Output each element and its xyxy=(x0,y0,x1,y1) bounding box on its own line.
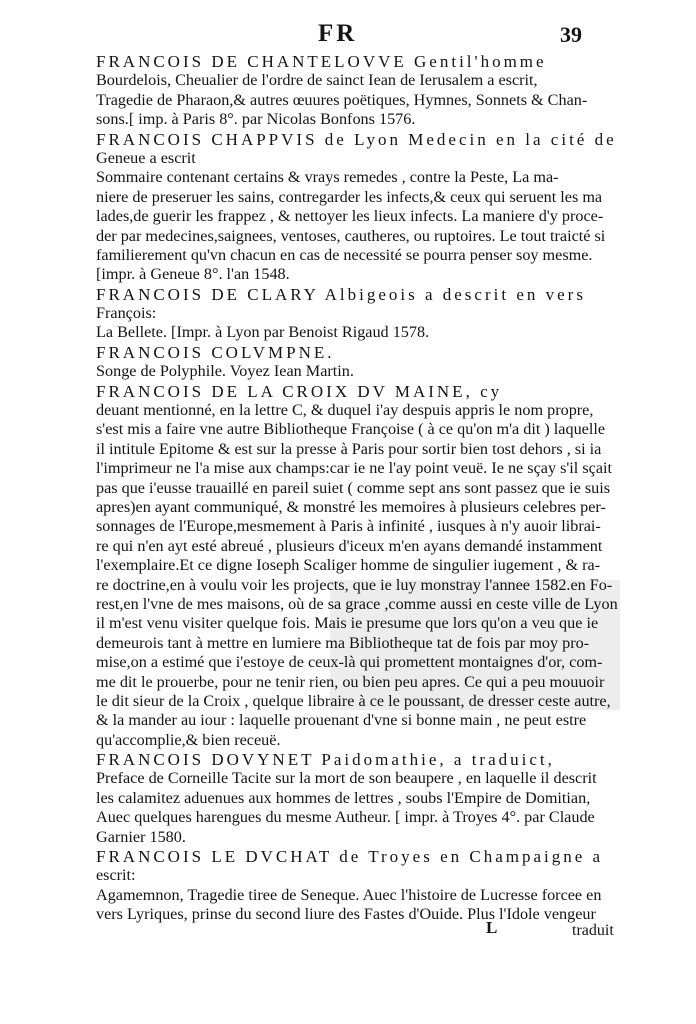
text-line: sonnages de l'Europe,mesmement à Paris à infinité , iusques à n'y auoir librai- xyxy=(96,517,601,536)
catchword: traduit xyxy=(572,922,614,939)
text-line: Preface de Corneille Tacite sur la mort de son beaupere , en laquelle il descrit xyxy=(96,769,597,788)
entry-heading: FRANCOIS DE LA CROIX DV MAINE, cy xyxy=(96,381,503,401)
ink-smudge xyxy=(330,580,620,710)
text-line: [impr. à Geneue 8°. l'an 1548. xyxy=(96,265,290,284)
text-line: l'exemplaire.Et ce digne Ioseph Scaliger homme de singulier iugement , & ra- xyxy=(96,556,601,575)
text-line: Bourdelois, Cheualier de l'ordre de sainct Iean de Ierusalem a escrit, xyxy=(96,71,538,90)
text-block xyxy=(96,52,636,925)
page-header xyxy=(0,14,696,48)
text-line: apres)en ayant communiqué, & monstré les memoires à plusieurs celebres per- xyxy=(96,497,606,516)
text-line: & la mander au iour : laquelle prouenant d'vne si bonne main , ne peut estre xyxy=(96,711,587,730)
text-line: Songe de Polyphile. Voyez Iean Martin. xyxy=(96,362,354,381)
text-line: lades,de guerir les frappez , & nettoyer les lieux infects. La maniere d'y proce- xyxy=(96,207,604,226)
text-line: vers Lyriques, prinse du second liure des Fastes d'Ouide. Plus l'Idole vengeur xyxy=(96,905,596,924)
text-line: pas que i'eusse trauaillé en pareil suiet ( comme sept ans sont passez que ie suis xyxy=(96,478,611,497)
text-line: deuant mentionné, en la lettre C, & duquel i'ay despuis appris le nom propre, xyxy=(96,401,594,420)
text-line: François: xyxy=(96,304,157,323)
text-line: le dit sieur de la Croix , quelque libraire à ce le poussant, de dresser ceste autre, xyxy=(96,691,611,710)
text-line: escrit: xyxy=(96,866,136,885)
running-head: FR xyxy=(318,20,358,47)
entry-heading: FRANCOIS LE DVCHAT de Troyes en Champaigne a xyxy=(96,847,604,867)
entry-heading: FRANCOIS DE CHANTELOVVE Gentil'homme xyxy=(96,52,547,71)
text-line: niere de preseruer les sains, contregarder les infects,& ceux qui seruent les ma xyxy=(96,187,603,206)
entry-heading: FRANCOIS DOVYNET Paidomathie, a traduict, xyxy=(96,750,555,770)
text-line: me dit le prouerbe, pour ne tenir rien, ou bien peu apres. Ce qui a peu mouuoir xyxy=(96,672,605,691)
text-line: der par medecines,saignees, ventoses, cautheres, ou ruptoires. Le tout traicté si xyxy=(96,226,606,245)
text-line: il intitule Epitome & est sur la presse à Paris pour sortir bien tost dehors , si ia xyxy=(96,439,602,458)
page-number: 39 xyxy=(560,22,582,47)
signature-mark: L xyxy=(486,918,498,937)
text-line: qu'accomplie,& bien receuë. xyxy=(96,730,281,749)
entry-heading: FRANCOIS COLVMPNE. xyxy=(96,342,335,362)
text-line: rest,en l'vne de mes maisons, où de sa grace ,comme aussi en ceste ville de Lyon xyxy=(96,594,618,613)
text-line: re doctrine,en à voulu voir les projects, que ie luy monstray l'annee 1582.en Fo- xyxy=(96,575,613,594)
entry-heading: FRANCOIS DE CLARY Albigeois a descrit en vers xyxy=(96,284,586,304)
text-line: mise,on a estimé que i'estoye de ceux-là qui promettent montaignes d'or, com- xyxy=(96,653,603,672)
text-line: Geneue a escrit xyxy=(96,148,196,167)
text-line: Sommaire contenant certains & vrays remedes , contre la Peste, La ma- xyxy=(96,168,559,187)
text-line: re qui n'en ayt esté abreué , plusieurs d'iceux m'en ayans demandé instamment xyxy=(96,536,603,555)
text-line: familierement qu'vn chacun en cas de necessité se pourra penser soy mesme. xyxy=(96,245,593,264)
text-line: les calamitez aduenues aux hommes de lettres , soubs l'Empire de Domitian, xyxy=(96,788,591,807)
text-line: s'est mis a faire vne autre Bibliotheque Françoise ( à ce qu'on m'a dit ) laquelle xyxy=(96,420,606,439)
text-line: Tragedie de Pharaon,& autres œuures poëtiques, Hymnes, Sonnets & Chan- xyxy=(96,90,588,109)
text-line: demeurois tant à mettre en lumiere ma Bibliotheque tat de fois par moy pro- xyxy=(96,633,590,652)
text-line: Agamemnon, Tragedie tiree de Seneque. Auec l'histoire de Lucresse forcee en xyxy=(96,885,602,904)
text-line: l'imprimeur ne l'a mise aux champs:car ie ne l'ay point veuë. Ie ne sçay s'il sçait xyxy=(96,459,613,478)
entry-heading: FRANCOIS CHAPPVIS de Lyon Medecin en la cité de xyxy=(96,129,617,149)
text-line: La Bellete. [Impr. à Lyon par Benoist Rigaud 1578. xyxy=(96,323,430,342)
text-line: Garnier 1580. xyxy=(96,827,186,846)
text-line: il m'est venu visiter quelque fois. Mais ie presume que lors qu'on a veu que ie xyxy=(96,614,599,633)
text-line: sons.[ imp. à Paris 8°. par Nicolas Bonfons 1576. xyxy=(96,110,416,129)
text-line: Auec quelques harengues du mesme Autheur. [ impr. à Troyes 4°. par Claude xyxy=(96,808,595,827)
